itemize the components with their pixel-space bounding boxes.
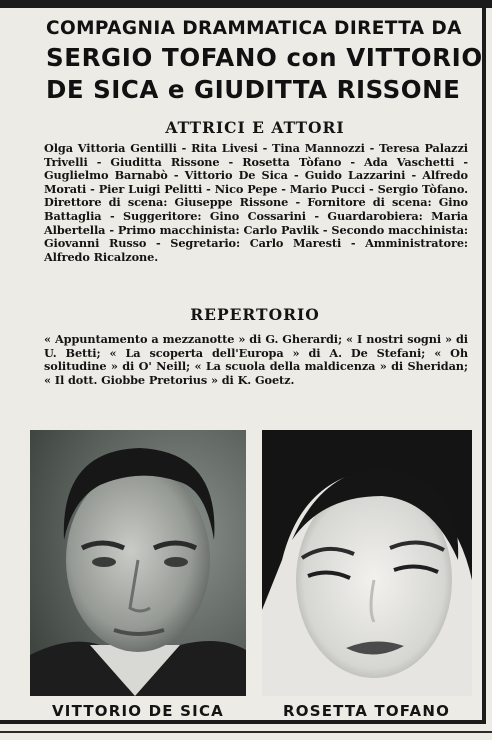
repertoire-section-title: REPERTORIO bbox=[190, 305, 320, 324]
directors-heading-line2: DE SICA e GIUDITTA RISSONE bbox=[46, 75, 461, 104]
directors-heading-line1: SERGIO TOFANO con VITTORIO bbox=[46, 43, 483, 72]
portrait-photo-vittorio-de-sica bbox=[30, 430, 246, 696]
repertoire-list-text: « Appuntamento a mezzanotte » di G. Gherardi; « I nostri sogni » di U. Betti; « La scoperta dell'Europa » di A. De Stefani; « Oh solitudine » di O' Neill; « La scuola della maldicenza » di Sheridan; « Il dott. Giobbe Pretorius » di K. Goetz. bbox=[44, 332, 468, 387]
caption-vittorio-de-sica: VITTORIO DE SICA bbox=[52, 702, 224, 720]
portrait-photo-rosetta-tofano bbox=[262, 430, 472, 696]
cast-section-title: ATTRICI E ATTORI bbox=[165, 118, 345, 137]
cast-list-text: Olga Vittoria Gentilli - Rita Livesi - Tina Mannozzi - Teresa Palazzi Trivelli - Giuditta Rissone - Rosetta Tòfano - Ada Vaschetti - Guglielmo Barnabò - Vittorio De Sica - Guido Lazzarini - Alfredo Morati - Pier Luigi Pelitti - Nico Pepe - Mario Pucci - Sergio Tòfano. Direttore di scena: Giuseppe Rissone - Fornitore di scena: Gino Battaglia - Suggeritore: Gino Cossarini - Guardarobiera: Maria Albertella - Primo macchinista: Carlo Pavlik - Secondo macchinista: Giovanni Russo - Segretario: Carlo Maresti - Amministratore: Alfredo Ricalzone. bbox=[44, 141, 468, 264]
top-border bbox=[0, 0, 492, 8]
caption-rosetta-tofano: ROSETTA TOFANO bbox=[283, 702, 451, 720]
company-heading: COMPAGNIA DRAMMATICA DIRETTA DA bbox=[46, 18, 462, 39]
bottom-divider bbox=[0, 731, 492, 733]
